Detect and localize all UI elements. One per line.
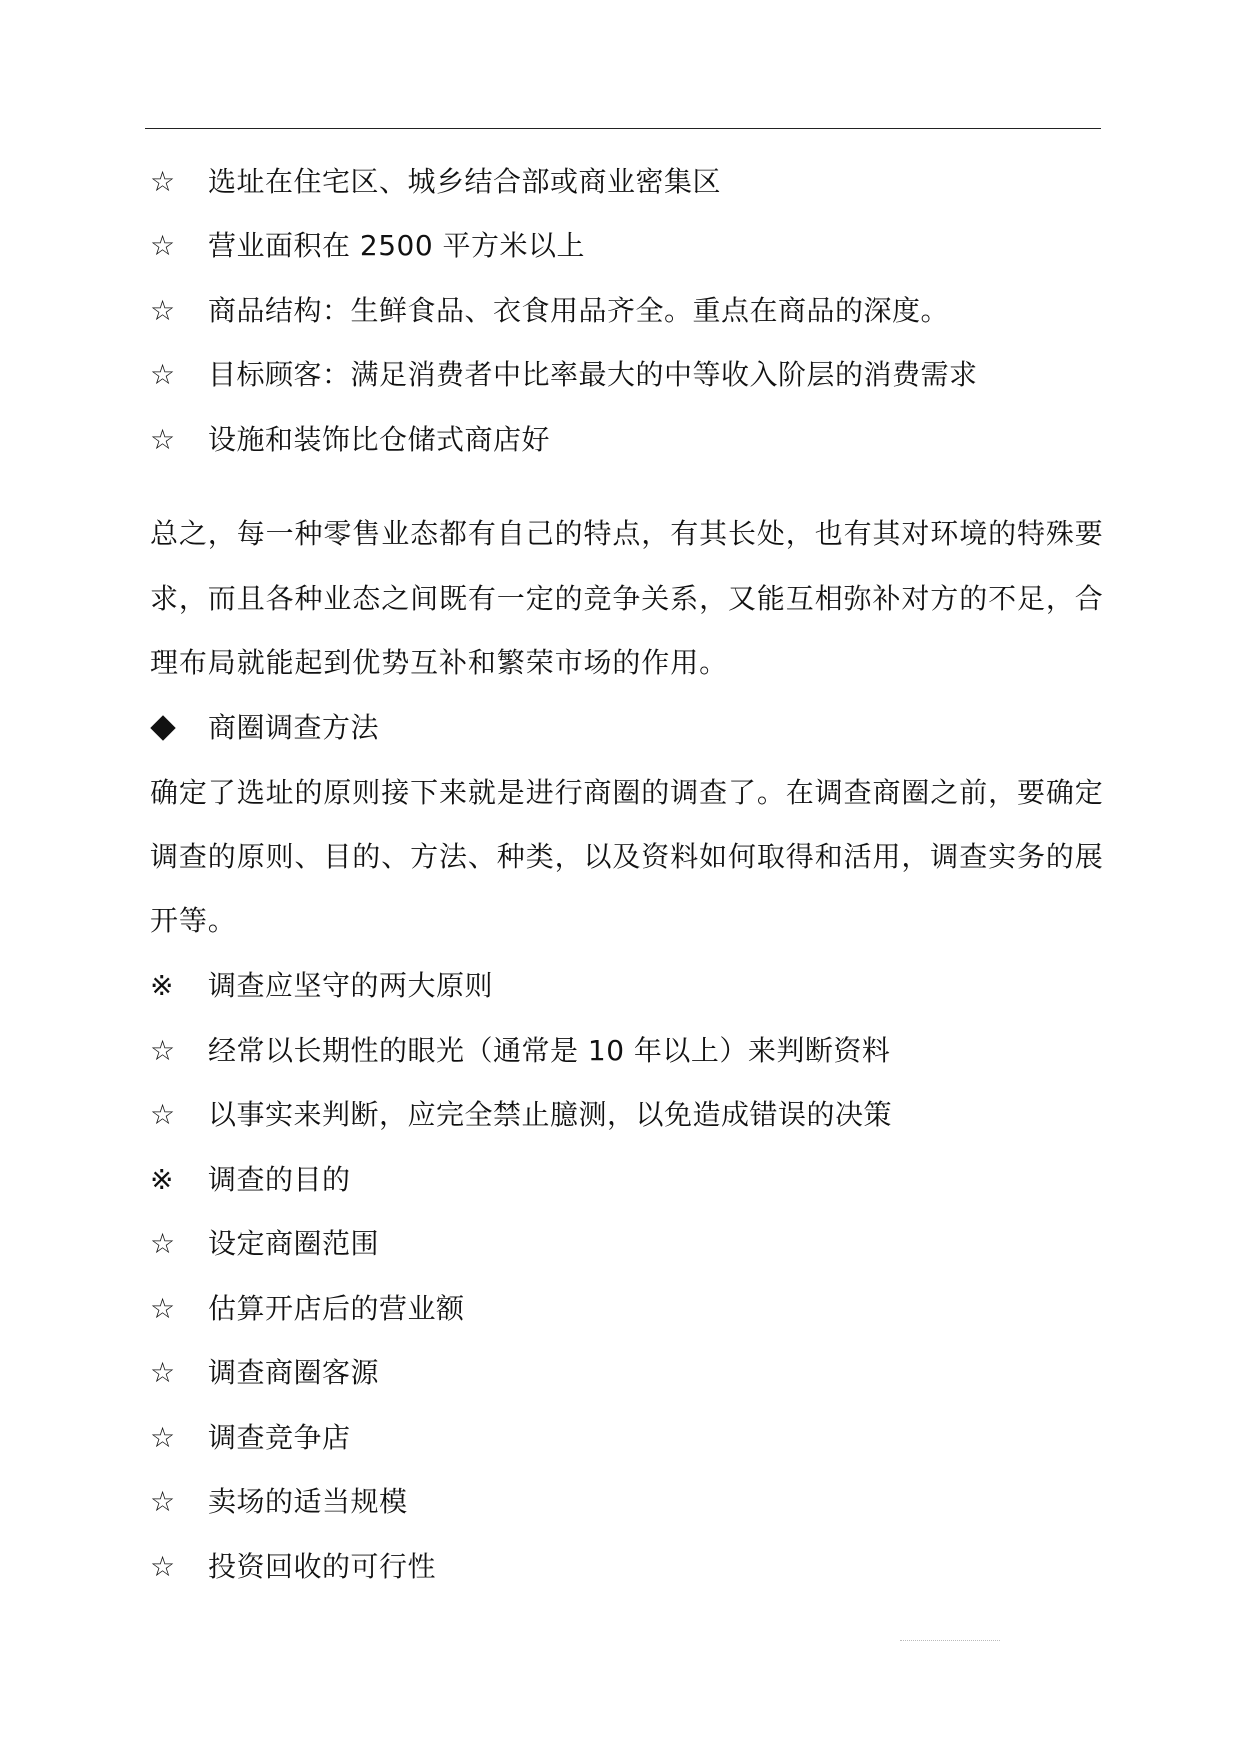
bullet-text: 选址在住宅区、城乡结合部或商业密集区	[208, 165, 722, 198]
star-icon: ☆	[150, 1292, 176, 1325]
star-icon: ☆	[150, 1227, 176, 1260]
star-icon: ☆	[150, 229, 176, 262]
header-rule	[145, 128, 1101, 129]
subsection-heading-text: 调查应坚守的两大原则	[208, 969, 494, 1002]
bullet-text: 调查商圈客源	[208, 1356, 380, 1389]
summary-line: 求，而且各种业态之间既有一定的竞争关系，又能互相弥补对方的不足，合	[150, 582, 1104, 615]
bullet-text: 以事实来判断，应完全禁止臆测，以免造成错误的决策	[208, 1098, 893, 1131]
summary-line: 理布局就能起到优势互补和繁荣市场的作用。	[150, 646, 729, 679]
star-icon: ☆	[150, 1356, 176, 1389]
bullet-text: 目标顾客：满足消费者中比率最大的中等收入阶层的消费需求	[208, 358, 978, 391]
footer-dotted-rule	[900, 1640, 1000, 1641]
subsection-heading-text: 调查的目的	[208, 1163, 351, 1196]
intro-line: 确定了选址的原则接下来就是进行商圈的调查了。在调查商圈之前，要确定	[150, 776, 1104, 809]
star-icon: ☆	[150, 165, 176, 198]
star-icon: ☆	[150, 1098, 176, 1131]
bullet-text: 调查竞争店	[208, 1421, 351, 1454]
reference-mark-icon: ※	[150, 1163, 174, 1196]
star-icon: ☆	[150, 1550, 176, 1583]
star-icon: ☆	[150, 294, 176, 327]
star-icon: ☆	[150, 1421, 176, 1454]
star-icon: ☆	[150, 1485, 176, 1518]
bullet-text: 经常以长期性的眼光（通常是 10 年以上）来判断资料	[208, 1034, 891, 1067]
bullet-text: 商品结构：生鲜食品、衣食用品齐全。重点在商品的深度。	[208, 294, 950, 327]
intro-line: 开等。	[150, 904, 237, 937]
summary-line: 总之，每一种零售业态都有自己的特点，有其长处，也有其对环境的特殊要	[150, 517, 1104, 550]
bullet-text: 设定商圈范围	[208, 1227, 380, 1260]
bullet-text: 投资回收的可行性	[208, 1550, 437, 1583]
star-icon: ☆	[150, 1034, 176, 1067]
section-heading-text: 商圈调查方法	[208, 711, 380, 744]
reference-mark-icon: ※	[150, 969, 174, 1002]
star-icon: ☆	[150, 423, 176, 456]
bullet-text: 估算开店后的营业额	[208, 1292, 465, 1325]
bullet-text: 设施和装饰比仓储式商店好	[208, 423, 551, 456]
bullet-text: 营业面积在 2500 平方米以上	[208, 229, 586, 262]
diamond-bullet-icon	[150, 715, 175, 740]
intro-line: 调查的原则、目的、方法、种类，以及资料如何取得和活用，调查实务的展	[150, 840, 1104, 873]
star-icon: ☆	[150, 358, 176, 391]
bullet-text: 卖场的适当规模	[208, 1485, 408, 1518]
